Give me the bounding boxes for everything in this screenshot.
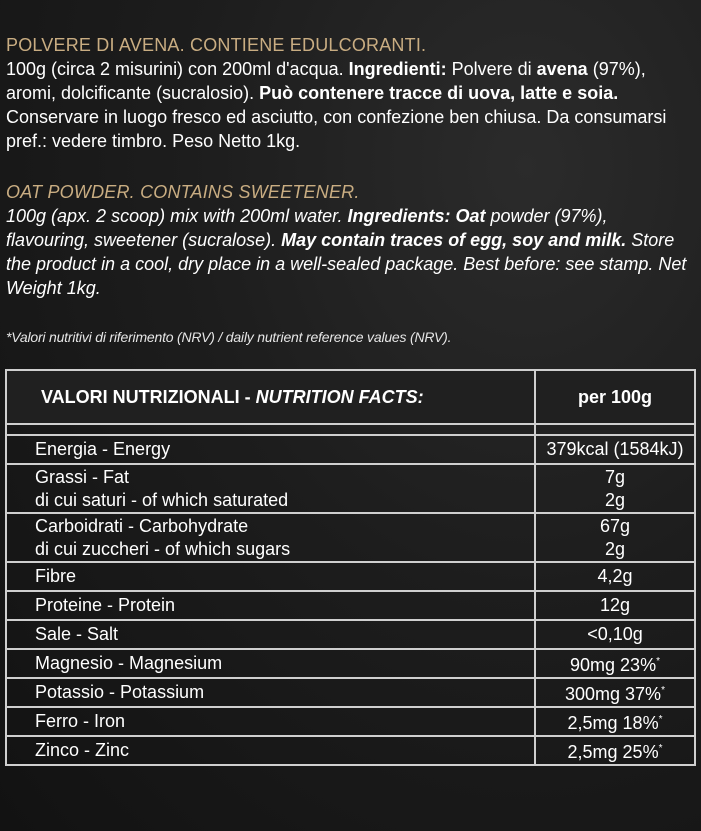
row-label-sub: di cui saturi - of which saturated <box>35 489 289 510</box>
english-heading: OAT POWDER. CONTAINS SWEETENER. <box>6 182 360 202</box>
english-paragraph <box>6 204 695 300</box>
row-label <box>6 464 535 513</box>
row-label: Zinco - Zinc <box>6 736 535 765</box>
row-label: Energia - Energy <box>6 435 535 464</box>
italian-text: Conservare in luogo fresco ed asciutto, con confezione ben chiusa. Da consumarsi pref.: vedere timbro. Peso Netto 1kg. <box>6 107 667 151</box>
row-label: Ferro - Iron <box>6 707 535 736</box>
row-value-text: 300mg 37% <box>565 684 662 704</box>
row-label: Fibre <box>6 562 535 591</box>
row-label: Potassio - Potassium <box>6 678 535 707</box>
table-row <box>6 707 695 736</box>
nrv-star: * <box>661 685 665 696</box>
english-text: powder (97%), flavouring, sweetener (sucralose). <box>6 206 608 250</box>
table-header-title <box>6 370 535 424</box>
italian-description <box>6 33 695 153</box>
table-row <box>6 678 695 707</box>
row-label: Sale - Salt <box>6 620 535 649</box>
italian-allergen-warning: Può contenere tracce di uova, latte e soia. <box>259 83 619 103</box>
italian-heading: POLVERE DI AVENA. CONTIENE EDULCORANTI. <box>6 35 427 55</box>
row-label-main: Grassi - Fat <box>35 466 130 487</box>
row-value <box>535 678 695 707</box>
italian-paragraph <box>6 57 695 153</box>
table-row <box>6 562 695 591</box>
english-text: Store the product in a cool, dry place in a well-sealed package. Best before: see stamp. Net Weight 1kg. <box>6 230 687 298</box>
table-row <box>6 464 695 513</box>
nutrition-facts-table <box>5 369 696 766</box>
row-value <box>535 649 695 678</box>
nrv-footnote: *Valori nutritivi di riferimento (NRV) / daily nutrient reference values (NRV). <box>6 329 452 345</box>
english-ingredients-label: Ingredients: Oat <box>347 206 486 226</box>
row-value <box>535 707 695 736</box>
italian-text: (97%), aromi, dolcificante (sucralosio). <box>6 59 646 103</box>
english-text: 100g (apx. 2 scoop) mix with 200ml water. <box>6 206 348 226</box>
table-row <box>6 591 695 620</box>
row-value: 12g <box>535 591 695 620</box>
row-value: <0,10g <box>535 620 695 649</box>
row-value <box>535 736 695 765</box>
row-value-text: 2,5mg 18% <box>567 713 659 733</box>
row-value-sub: 2g <box>604 538 626 559</box>
row-label-main: Carboidrati - Carbohydrate <box>35 515 249 536</box>
row-value: 4,2g <box>535 562 695 591</box>
header-title-en: NUTRITION FACTS: <box>255 386 424 407</box>
table-row <box>6 513 695 562</box>
row-value-sub: 2g <box>604 489 626 510</box>
table-row <box>6 620 695 649</box>
row-value: 379kcal (1584kJ) <box>535 435 695 464</box>
table-row <box>6 435 695 464</box>
row-label <box>6 513 535 562</box>
row-value-main: 67g <box>599 515 631 536</box>
italian-oat-label: avena <box>536 59 588 79</box>
nrv-star: * <box>658 743 663 754</box>
italian-text: 100g (circa 2 misurini) con 200ml d'acqua. <box>6 59 349 79</box>
row-value-text: 2,5mg 25% <box>567 742 659 762</box>
nrv-star: * <box>658 714 663 725</box>
english-description <box>6 180 695 300</box>
table-header-row <box>6 370 695 424</box>
row-value-text: 90mg 23% <box>570 655 657 675</box>
row-label-sub: di cui zuccheri - of which sugars <box>35 538 291 559</box>
table-header-per-100g: per 100g <box>535 370 695 424</box>
row-label: Proteine - Protein <box>6 591 535 620</box>
italian-ingredients-label: Ingredienti: <box>348 59 447 79</box>
header-title-it: VALORI NUTRIZIONALI - <box>41 386 256 407</box>
table-row <box>6 736 695 765</box>
row-value-main: 7g <box>604 466 626 487</box>
row-value <box>535 513 695 562</box>
english-allergen-warning: May contain traces of egg, soy and milk. <box>281 230 627 250</box>
italian-text: Polvere di <box>446 59 537 79</box>
table-row <box>6 649 695 678</box>
table-spacer-row <box>6 424 695 435</box>
nrv-star: * <box>656 656 660 667</box>
row-value <box>535 464 695 513</box>
row-label: Magnesio - Magnesium <box>6 649 535 678</box>
